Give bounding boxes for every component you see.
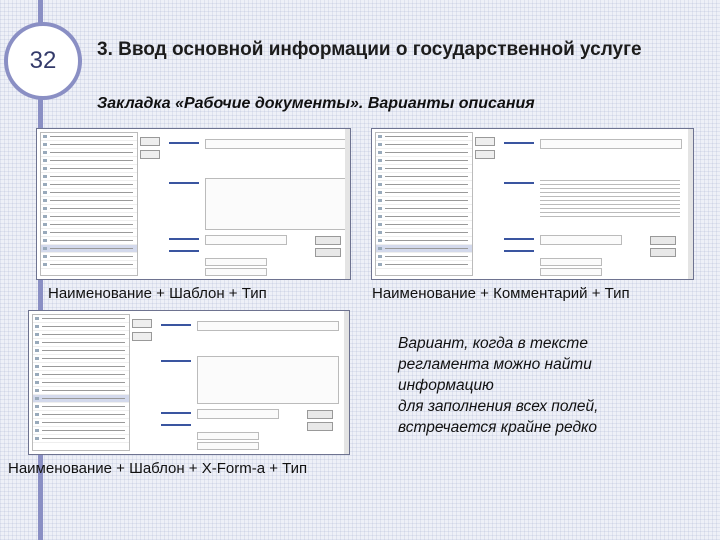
- slide-title: 3. Ввод основной информации о государственной услуге: [97, 39, 642, 60]
- caption-variant-1: Наименование + Шаблон + Тип: [48, 285, 267, 302]
- screenshot-variant-1: [36, 128, 351, 280]
- screenshot-variant-3: [28, 310, 350, 455]
- note-line: для заполнения всех полей,: [398, 398, 599, 415]
- screenshot-variant-2: [371, 128, 694, 280]
- document-form: [157, 314, 346, 451]
- note-line: информацию: [398, 377, 494, 394]
- slide-subtitle: Закладка «Рабочие документы». Варианты описания: [97, 95, 535, 112]
- document-list: [375, 132, 473, 276]
- note-line: регламента можно найти: [398, 356, 592, 373]
- document-form: [165, 132, 347, 276]
- caption-variant-2: Наименование + Комментарий + Тип: [372, 285, 630, 302]
- note-line: встречается крайне редко: [398, 419, 597, 436]
- caption-variant-3: Наименование + Шаблон + X-Form-a + Тип: [8, 460, 308, 477]
- note-text: [398, 333, 698, 438]
- document-form: [500, 132, 690, 276]
- slide-number-badge: [4, 22, 82, 100]
- document-list: [40, 132, 138, 276]
- document-list: [32, 314, 130, 451]
- note-line: Вариант, когда в тексте: [398, 335, 588, 352]
- slide-number: 32: [29, 47, 57, 74]
